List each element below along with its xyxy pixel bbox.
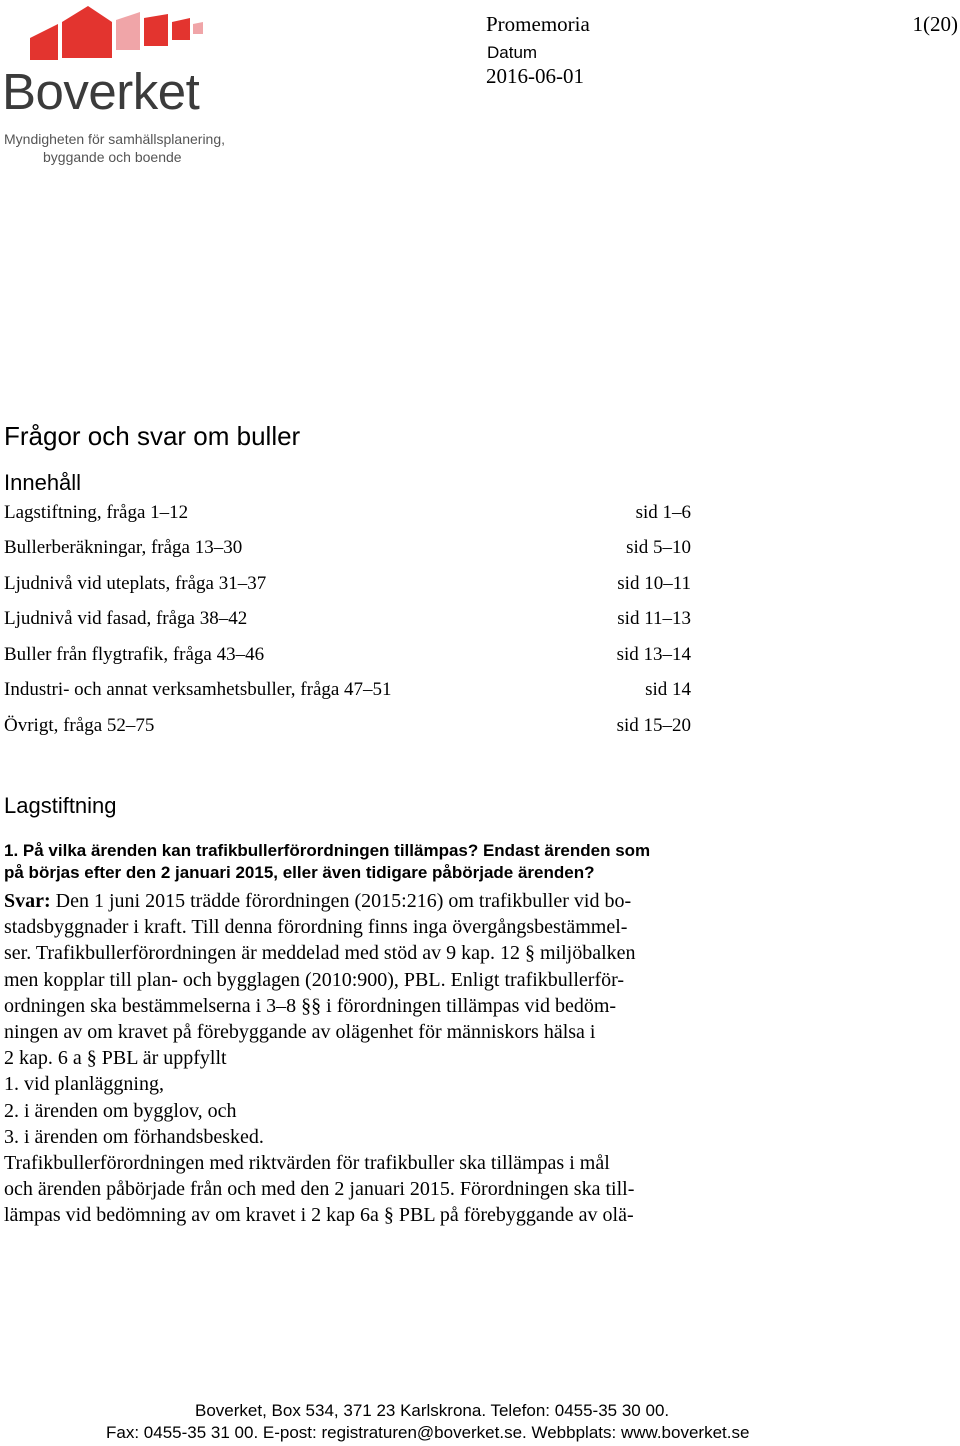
answer-line: ser. Trafikbullerförordningen är meddelad med stöd av 9 kap. 12 § miljöbalken (4, 942, 636, 965)
toc-item (4, 679, 691, 705)
toc-item-label: Övrigt, fråga 52–75 (4, 715, 155, 736)
toc-item-pages: sid 14 (645, 679, 691, 700)
date-value: 2016-06-01 (486, 64, 584, 88)
answer-line: ordningen ska bestämmelserna i 3–8 §§ i förordningen tillämpas vid bedöm- (4, 994, 617, 1017)
logo-wordmark: Boverket (2, 63, 200, 120)
toc-item-pages: sid 5–10 (626, 537, 691, 558)
list-item: 2. i ärenden om bygglov, och (4, 1099, 237, 1122)
page-number: 1(20) (912, 12, 958, 36)
toc-item-label: Buller från flygtrafik, fråga 43–46 (4, 644, 265, 665)
toc-item-pages: sid 13–14 (616, 644, 691, 665)
toc-item (4, 715, 691, 741)
toc-item (4, 537, 691, 563)
toc-item-label: Ljudnivå vid fasad, fråga 38–42 (4, 608, 248, 629)
list-item: 3. i ärenden om förhandsbesked. (4, 1125, 264, 1148)
logo-tagline: byggande och boende (43, 149, 182, 165)
question-line: 1. På vilka ärenden kan trafikbullerförordningen tillämpas? Endast ärenden som (4, 841, 651, 860)
toc-item-pages: sid 10–11 (617, 573, 691, 594)
toc-item (4, 502, 691, 528)
logo-tagline: Myndigheten för samhällsplanering, (4, 131, 226, 147)
houses-icon (30, 6, 203, 60)
question (4, 840, 744, 884)
toc-item-pages: sid 15–20 (616, 715, 691, 736)
answer-line: ningen av om kravet på förebyggande av olägenhet för människors hälsa i (4, 1020, 596, 1043)
toc-item-label: Bullerberäkningar, fråga 13–30 (4, 537, 243, 558)
page-title: Frågor och svar om buller (4, 421, 301, 451)
toc-heading: Innehåll (4, 470, 82, 495)
answer-text: Den 1 juni 2015 trädde förordningen (2015:216) om trafikbuller vid bo- (50, 890, 632, 912)
question-line: på börjas efter den 2 januari 2015, eller även tidigare påbörjade ärenden? (4, 863, 595, 882)
toc-item (4, 573, 691, 599)
toc-item-label: Ljudnivå vid uteplats, fråga 31–37 (4, 573, 267, 594)
footer-address: Boverket, Box 534, 371 23 Karlskrona. Telefon: 0455-35 30 00. (195, 1401, 670, 1420)
list-item: 1. vid planläggning, (4, 1073, 164, 1096)
footer-contact: Fax: 0455-35 31 00. E-post: registraturen@boverket.se. Webbplats: www.boverket.se (106, 1423, 750, 1442)
toc-item-pages: sid 1–6 (635, 502, 691, 523)
date-label: Datum (487, 43, 538, 62)
toc-item (4, 608, 691, 634)
answer-line: men kopplar till plan- och bygglagen (2010:900), PBL. Enligt trafikbullerför- (4, 968, 625, 991)
document-type: Promemoria (486, 12, 590, 36)
toc-item-label: Lagstiftning, fråga 1–12 (4, 502, 189, 523)
answer-line: 2 kap. 6 a § PBL är uppfyllt (4, 1047, 227, 1070)
answer-line (4, 888, 739, 914)
answer-line: stadsbyggnader i kraft. Till denna förordning finns inga övergångsbestämmel- (4, 916, 628, 939)
answer-line: och ärenden påbörjade från och med den 2 januari 2015. Förordningen ska till- (4, 1178, 635, 1201)
toc-item-pages: sid 11–13 (617, 608, 691, 629)
toc-item-label: Industri- och annat verksamhetsbuller, fråga 47–51 (4, 679, 392, 700)
answer-line: Trafikbullerförordningen med riktvärden för trafikbuller ska tillämpas i mål (4, 1151, 610, 1174)
toc-item (4, 644, 691, 670)
answer (4, 888, 739, 1228)
section-heading: Lagstiftning (4, 793, 117, 818)
answer-line: lämpas vid bedömning av om kravet i 2 kap 6a § PBL på förebyggande av olä- (4, 1204, 634, 1227)
answer-label: Svar: (4, 890, 51, 912)
